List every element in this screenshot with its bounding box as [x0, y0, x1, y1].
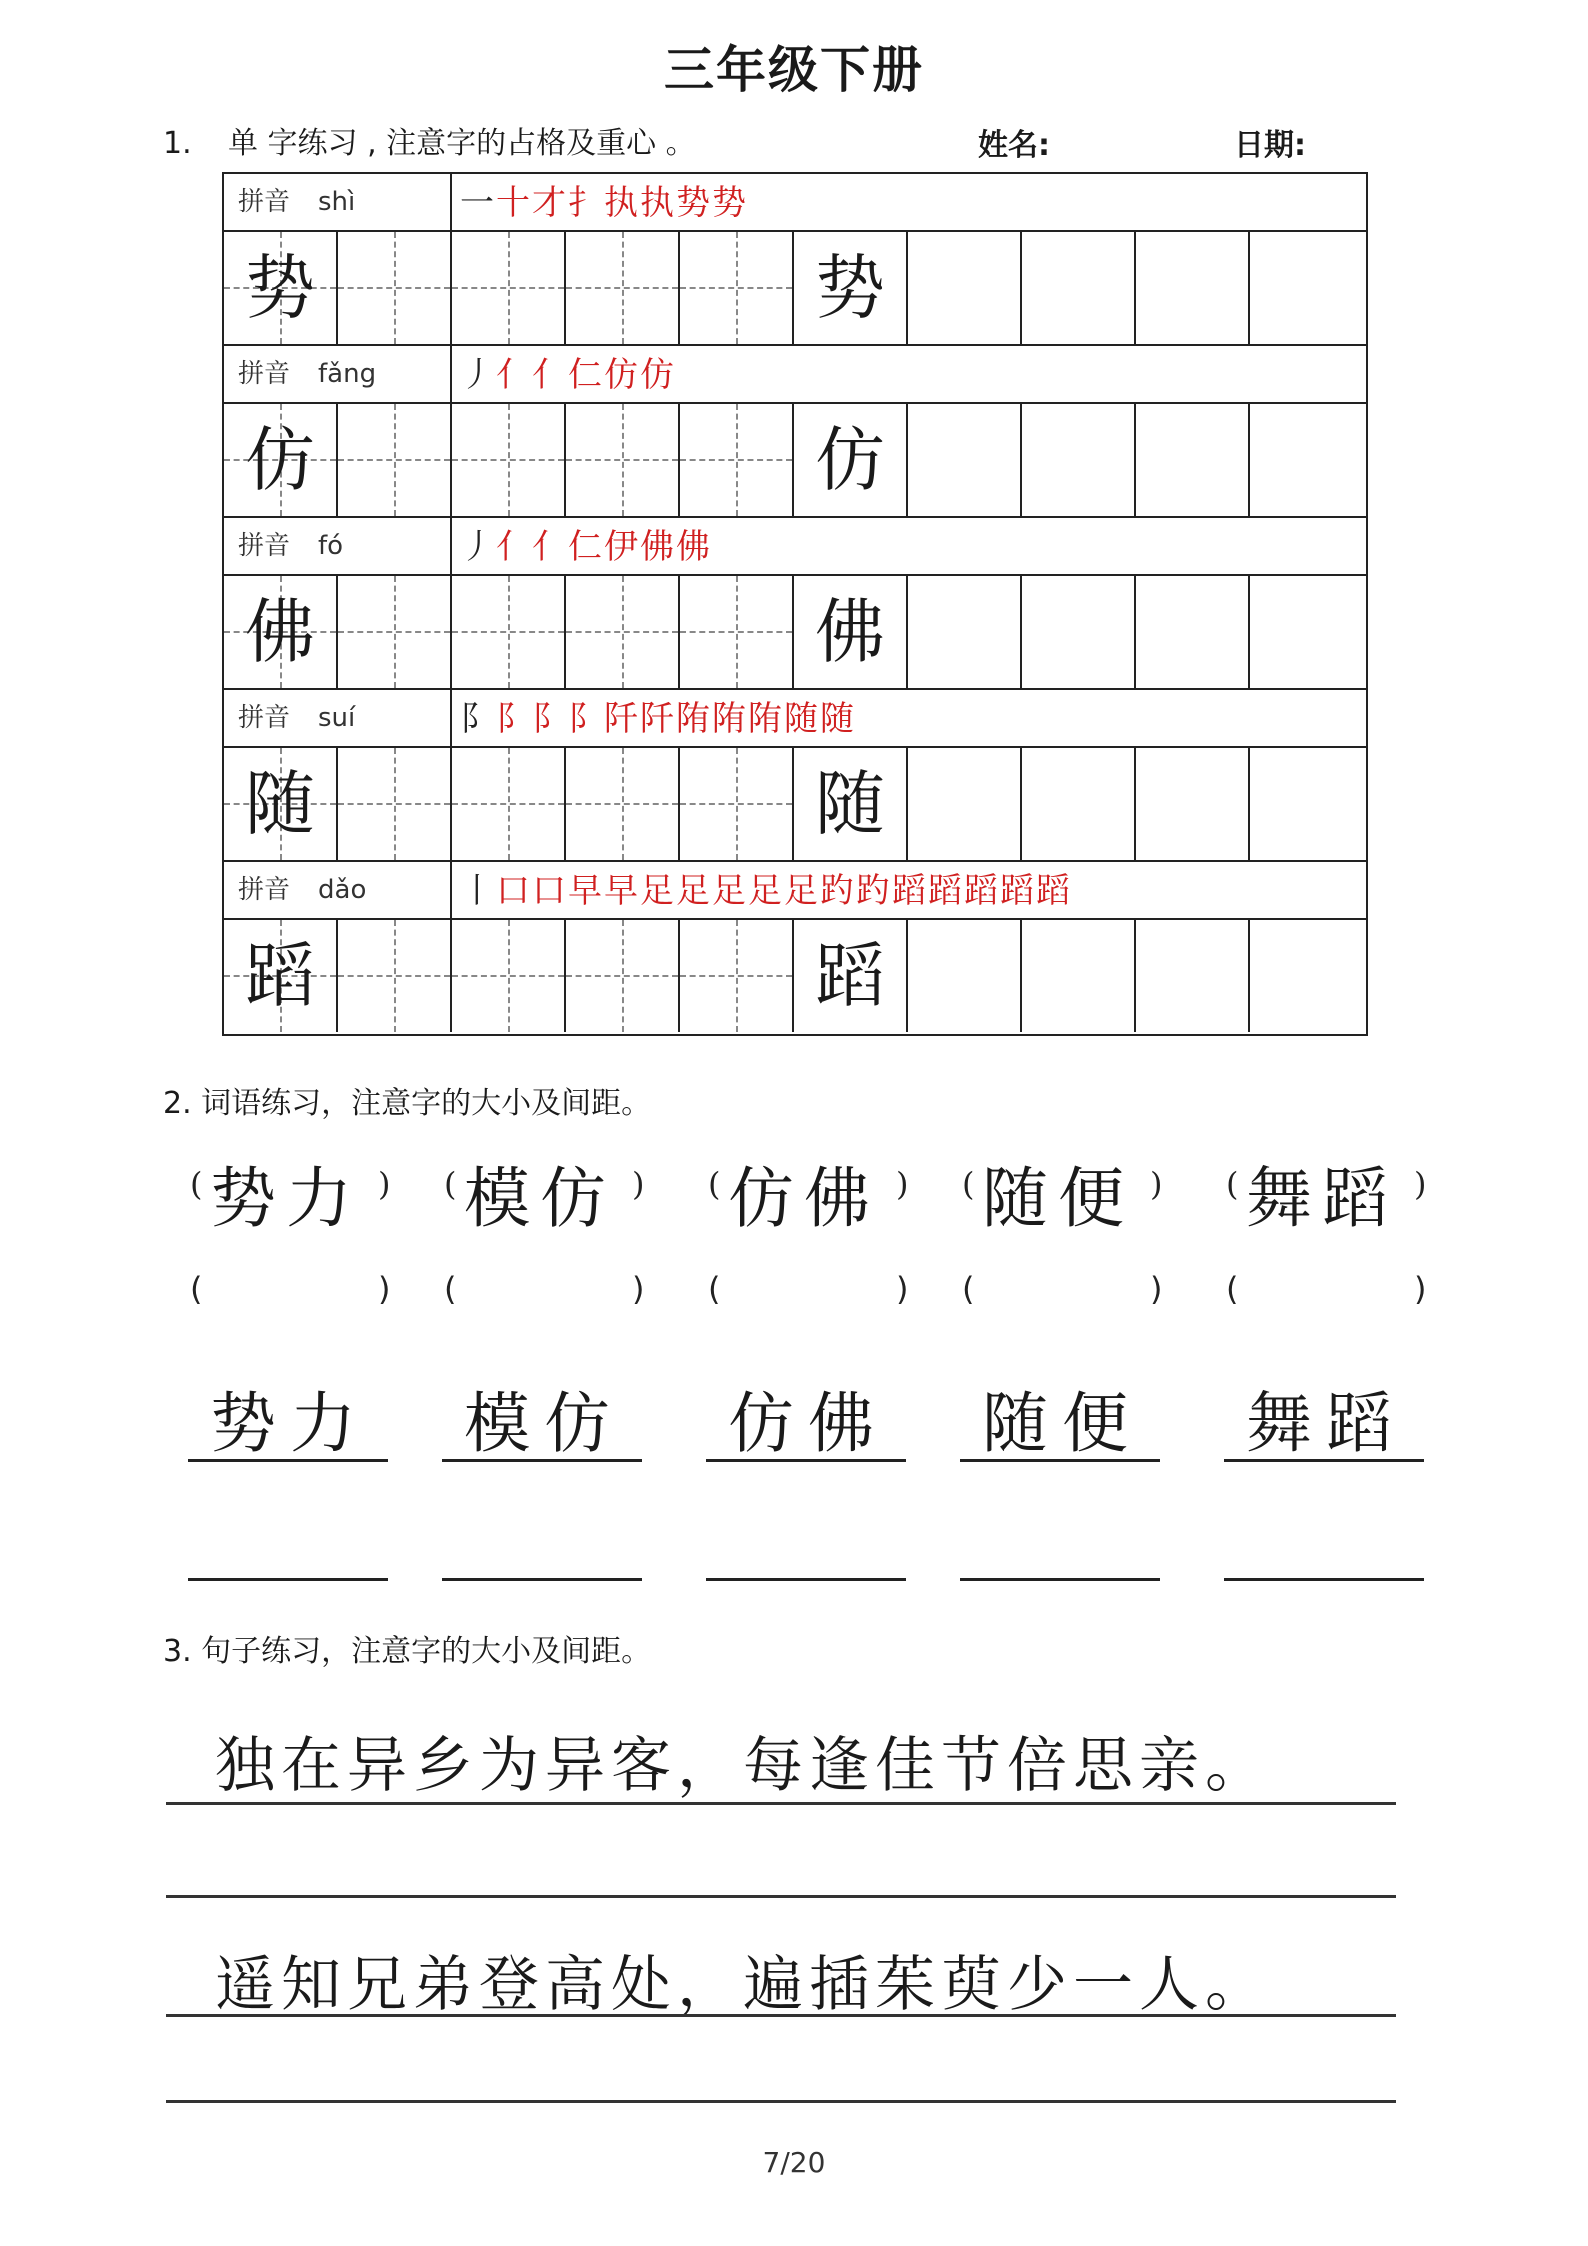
practice-cell[interactable] [566, 576, 680, 688]
practice-cell[interactable] [566, 920, 680, 1032]
practice-cell[interactable] [566, 404, 680, 516]
pinyin-blank[interactable] [962, 1270, 1162, 1310]
model-char-cell [224, 404, 338, 516]
model-character: 佛 [815, 591, 885, 673]
stroke-step: 亻 [532, 355, 568, 395]
stroke-step: 一 [460, 183, 496, 223]
stroke-step: 阡 [604, 699, 640, 739]
example-word [444, 1145, 644, 1235]
word-underline [188, 1459, 388, 1462]
stroke-order [460, 178, 748, 228]
open-paren: ( [190, 1165, 203, 1203]
stroke-step: 仁 [568, 527, 604, 567]
pinyin-cell [224, 346, 452, 402]
practice-cell[interactable] [338, 232, 452, 344]
pinyin-label: 拼音 [238, 875, 291, 905]
pinyin-label: 拼音 [238, 531, 291, 561]
stroke-step: 趵 [856, 871, 892, 911]
open-paren: ( [962, 1270, 975, 1308]
pinyin-label: 拼音 [238, 187, 291, 217]
stroke-step: 足 [676, 871, 712, 911]
model-char-cell [224, 920, 338, 1032]
close-paren: ) [896, 1270, 909, 1308]
practice-cell[interactable] [566, 232, 680, 344]
stroke-step: 足 [748, 871, 784, 911]
close-paren: ) [1150, 1270, 1163, 1308]
pinyin-blank[interactable] [444, 1270, 644, 1310]
stroke-step: 佛 [640, 527, 676, 567]
word-underline [706, 1459, 906, 1462]
stroke-step: 早 [604, 871, 640, 911]
stroke-step: 仿 [640, 355, 676, 395]
stroke-step: 随 [820, 699, 856, 739]
sentence-line-2: 遥知兄弟登高处，遍插茱萸少一人。 [215, 1950, 1271, 2020]
example-word [962, 1145, 1162, 1235]
word-practice-line[interactable] [442, 1578, 642, 1581]
word-underline [960, 1459, 1160, 1462]
pinyin-cell [224, 174, 452, 230]
practice-cell[interactable] [1022, 232, 1136, 344]
pinyin-cell [224, 690, 452, 746]
practice-cell[interactable] [1022, 404, 1136, 516]
pinyin-value: suí [318, 703, 356, 733]
pinyin-cell [224, 862, 452, 918]
stroke-step: 蹈 [1000, 871, 1036, 911]
open-paren: ( [1226, 1165, 1239, 1203]
close-paren: ) [378, 1270, 391, 1308]
stroke-step: 执 [640, 183, 676, 223]
stroke-step: 扌 [568, 183, 604, 223]
pinyin-row [224, 518, 1366, 576]
pinyin-value: dǎo [318, 875, 367, 905]
model-character: 蹈 [245, 935, 315, 1017]
pinyin-blank[interactable] [190, 1270, 390, 1310]
pinyin-label: 拼音 [238, 703, 291, 733]
character-row [224, 920, 1366, 1034]
pinyin-row [224, 690, 1366, 748]
stroke-step: 势 [676, 183, 712, 223]
section1-heading-text: 单 字练习 , 注意字的占格及重心 。 [228, 126, 696, 161]
sentence-underline-1 [166, 1802, 1396, 1805]
practice-cell[interactable] [338, 748, 452, 860]
practice-cell[interactable] [452, 748, 566, 860]
model-char-cell [224, 576, 338, 688]
word-practice-line[interactable] [706, 1578, 906, 1581]
model-character: 随 [245, 763, 315, 845]
practice-cell[interactable] [1136, 748, 1250, 860]
stroke-step: 亻 [532, 527, 568, 567]
stroke-step: 阝 [568, 699, 604, 739]
example-word [1226, 1145, 1426, 1235]
practice-cell[interactable] [1022, 920, 1136, 1032]
stroke-step: 口 [496, 871, 532, 911]
practice-cell[interactable] [680, 232, 794, 344]
practice-cell[interactable] [680, 576, 794, 688]
name-label: 姓名: [978, 128, 1050, 163]
open-paren: ( [190, 1270, 203, 1308]
practice-cell[interactable] [1022, 576, 1136, 688]
pinyin-label: 拼音 [238, 359, 291, 389]
model-character: 势 [815, 247, 885, 329]
pinyin-row [224, 346, 1366, 404]
pinyin-blank[interactable] [1226, 1270, 1426, 1310]
model-character: 仿 [245, 419, 315, 501]
practice-cell[interactable] [680, 920, 794, 1032]
model-char-cell [224, 748, 338, 860]
practice-cell[interactable] [908, 748, 1022, 860]
practice-cell[interactable] [908, 576, 1022, 688]
stroke-step: 陏 [676, 699, 712, 739]
model-char-cell [794, 404, 908, 516]
character-row [224, 576, 1366, 690]
section1-heading [163, 118, 696, 162]
practice-cell[interactable] [1136, 920, 1250, 1032]
pinyin-row [224, 174, 1366, 232]
practice-cell[interactable] [452, 920, 566, 1032]
stroke-step: 丨 [460, 871, 496, 911]
practice-cell[interactable] [1022, 748, 1136, 860]
stroke-step: 蹈 [928, 871, 964, 911]
stroke-step: 阝 [496, 699, 532, 739]
model-character: 随 [815, 763, 885, 845]
model-char-cell [794, 748, 908, 860]
practice-cell[interactable] [1250, 576, 1366, 688]
section1-number: 1. [163, 126, 192, 161]
practice-cell[interactable] [1250, 232, 1366, 344]
practice-cell[interactable] [1250, 920, 1366, 1032]
open-paren: ( [1226, 1270, 1239, 1308]
stroke-step: 早 [568, 871, 604, 911]
pinyin-row [224, 862, 1366, 920]
section2-heading: 2. 词语练习，注意字的大小及间距。 [163, 1086, 652, 1121]
page-number: 7/20 [762, 2146, 826, 2179]
stroke-step: 伊 [604, 527, 640, 567]
practice-cell[interactable] [338, 576, 452, 688]
sentence-line-1: 独在异乡为异客，每逢佳节倍思亲。 [215, 1731, 1271, 1801]
word-text: 舞蹈 [1246, 1160, 1398, 1237]
example-word [190, 1145, 390, 1235]
practice-cell[interactable] [908, 920, 1022, 1032]
stroke-step: 阝 [532, 699, 568, 739]
practice-cell[interactable] [680, 748, 794, 860]
character-row [224, 232, 1366, 346]
stroke-step: 才 [532, 183, 568, 223]
pinyin-cell [224, 518, 452, 574]
example-word [708, 1145, 908, 1235]
stroke-step: 足 [712, 871, 748, 911]
sentence-blank-line-1[interactable] [166, 1895, 1396, 1898]
stroke-step: 阡 [640, 699, 676, 739]
model-character: 蹈 [815, 935, 885, 1017]
word-practice-line[interactable] [1224, 1578, 1424, 1581]
copy-word: 仿佛 [728, 1385, 888, 1462]
practice-cell[interactable] [1250, 748, 1366, 860]
close-paren: ) [1414, 1270, 1427, 1308]
model-character: 势 [245, 247, 315, 329]
practice-cell[interactable] [908, 232, 1022, 344]
word-text: 模仿 [464, 1160, 616, 1237]
copy-word: 模仿 [464, 1385, 624, 1462]
model-char-cell [794, 920, 908, 1032]
practice-cell[interactable] [452, 576, 566, 688]
practice-cell[interactable] [452, 232, 566, 344]
stroke-step: 仿 [604, 355, 640, 395]
close-paren: ) [632, 1165, 645, 1203]
stroke-step: 十 [496, 183, 532, 223]
stroke-step: 阝 [460, 699, 496, 739]
stroke-step: 陏 [748, 699, 784, 739]
word-text: 随便 [982, 1160, 1134, 1237]
open-paren: ( [962, 1165, 975, 1203]
stroke-step: 执 [604, 183, 640, 223]
stroke-step: 口 [532, 871, 568, 911]
model-character: 佛 [245, 591, 315, 673]
stroke-order [460, 694, 856, 744]
open-paren: ( [708, 1270, 721, 1308]
practice-cell[interactable] [1136, 404, 1250, 516]
stroke-step: 亻 [496, 355, 532, 395]
stroke-step: 蹈 [892, 871, 928, 911]
word-underline [442, 1459, 642, 1462]
stroke-order [460, 866, 1072, 916]
close-paren: ) [632, 1270, 645, 1308]
copy-word: 舞蹈 [1246, 1385, 1406, 1462]
model-char-cell [794, 576, 908, 688]
stroke-step: 趵 [820, 871, 856, 911]
sentence-underline-2 [166, 2014, 1396, 2017]
pinyin-value: shì [318, 187, 356, 217]
section3-heading: 3. 句子练习，注意字的大小及间距。 [163, 1634, 652, 1669]
practice-cell[interactable] [452, 404, 566, 516]
practice-cell[interactable] [1136, 232, 1250, 344]
practice-cell[interactable] [1250, 404, 1366, 516]
word-practice-line[interactable] [960, 1578, 1160, 1581]
pinyin-value: fó [318, 531, 344, 561]
stroke-step: 随 [784, 699, 820, 739]
stroke-step: 佛 [676, 527, 712, 567]
date-label: 日期: [1234, 128, 1306, 163]
stroke-step: 蹈 [964, 871, 1000, 911]
practice-cell[interactable] [1136, 576, 1250, 688]
stroke-step: 丿 [460, 527, 496, 567]
copy-word: 随便 [982, 1385, 1142, 1462]
word-text: 仿佛 [728, 1160, 880, 1237]
model-char-cell [794, 232, 908, 344]
character-row [224, 748, 1366, 862]
open-paren: ( [444, 1165, 457, 1203]
pinyin-blank[interactable] [708, 1270, 908, 1310]
sentence-blank-line-2[interactable] [166, 2100, 1396, 2103]
stroke-step: 势 [712, 183, 748, 223]
close-paren: ) [1414, 1165, 1427, 1203]
stroke-order [460, 350, 676, 400]
close-paren: ) [1150, 1165, 1163, 1203]
pinyin-value: fǎng [318, 359, 377, 389]
stroke-step: 蹈 [1036, 871, 1072, 911]
stroke-step: 足 [640, 871, 676, 911]
character-row [224, 404, 1366, 518]
close-paren: ) [896, 1165, 909, 1203]
stroke-step: 亻 [496, 527, 532, 567]
page-title: 三年级下册 [664, 41, 924, 99]
practice-cell[interactable] [338, 920, 452, 1032]
word-text: 势力 [210, 1160, 362, 1237]
practice-cell[interactable] [680, 404, 794, 516]
word-underline [1224, 1459, 1424, 1462]
model-char-cell [224, 232, 338, 344]
practice-grid [222, 172, 1368, 1036]
practice-cell[interactable] [566, 748, 680, 860]
close-paren: ) [378, 1165, 391, 1203]
stroke-step: 仁 [568, 355, 604, 395]
practice-cell[interactable] [908, 404, 1022, 516]
stroke-step: 丿 [460, 355, 496, 395]
model-character: 仿 [815, 419, 885, 501]
stroke-order [460, 522, 712, 572]
stroke-step: 足 [784, 871, 820, 911]
stroke-step: 陏 [712, 699, 748, 739]
open-paren: ( [444, 1270, 457, 1308]
copy-word: 势力 [210, 1385, 370, 1462]
open-paren: ( [708, 1165, 721, 1203]
practice-cell[interactable] [338, 404, 452, 516]
word-practice-line[interactable] [188, 1578, 388, 1581]
